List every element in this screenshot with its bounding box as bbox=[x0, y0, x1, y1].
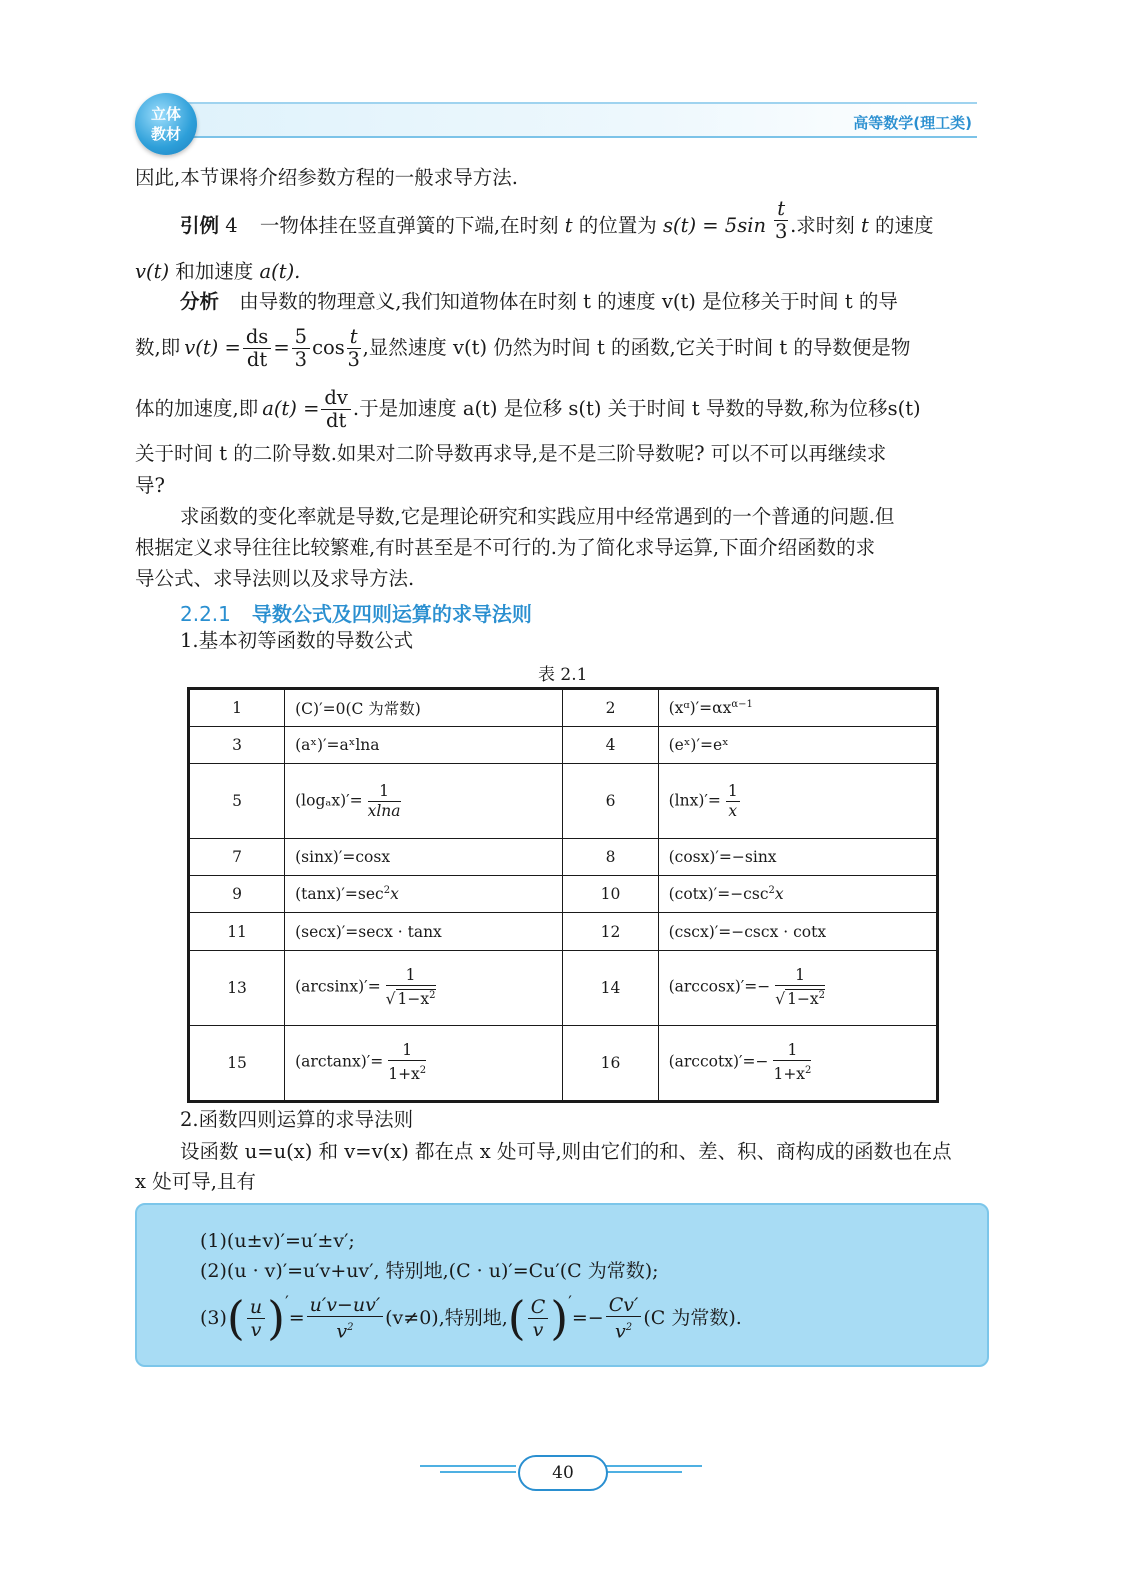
table-row bbox=[190, 876, 937, 913]
left-paren: ( bbox=[226, 1291, 245, 1345]
page-number: 40 bbox=[518, 1455, 608, 1491]
fraction-C-over-v bbox=[528, 1296, 549, 1341]
formula-exponent: α−1 bbox=[731, 698, 753, 710]
example-label: 引例 bbox=[180, 214, 220, 237]
derivative-table bbox=[187, 687, 939, 1103]
rule-1: (1)(u±v)′=u′±v′; bbox=[200, 1230, 355, 1252]
section-title: 导数公式及四则运算的求导法则 bbox=[251, 602, 532, 626]
table-cell-formula: (cosx)′=−sinx bbox=[658, 839, 936, 876]
analysis-text-3a: 体的加速度,即 bbox=[135, 397, 259, 420]
formula-var: x bbox=[774, 885, 784, 904]
frac-num: u′v−uv′ bbox=[307, 1294, 384, 1317]
table-cell-formula: (eˣ)′=eˣ bbox=[658, 727, 936, 764]
prime-mark: ′ bbox=[285, 1292, 289, 1311]
paragraph-2-line-2: 根据定义求导往往比较繁难,有时甚至是不可行的.为了简化求导运算,下面介绍函数的求 bbox=[135, 536, 876, 559]
velocity-def: v(t) = bbox=[184, 336, 241, 359]
table-cell-formula: (C)′=0(C 为常数) bbox=[285, 690, 563, 727]
table-cell-formula bbox=[658, 876, 936, 913]
running-title: 高等数学(理工类) bbox=[853, 114, 972, 132]
example-text-b: 的位置为 bbox=[578, 214, 657, 237]
analysis-line-5: 导? bbox=[135, 474, 165, 497]
table-cell-formula: (aˣ)′=aˣlna bbox=[285, 727, 563, 764]
footer-line-right-2 bbox=[606, 1471, 682, 1473]
table-cell-formula bbox=[285, 1025, 563, 1100]
table-cell-num: 9 bbox=[190, 876, 285, 913]
sqrt-radicand: $1-x^2$ bbox=[397, 990, 436, 1009]
rule-3-note: (C 为常数). bbox=[643, 1307, 742, 1329]
fraction-t-over-3-b bbox=[347, 326, 361, 371]
paragraph-3-line-2: x 处可导,且有 bbox=[135, 1170, 256, 1193]
table-cell-formula bbox=[285, 950, 563, 1025]
rule-2: (2)(u · v)′=u′v+uv′, 特别地,(C · u)′=Cu′(C 为常数); bbox=[200, 1260, 659, 1282]
frac-num: t bbox=[774, 198, 788, 221]
table-row bbox=[190, 727, 937, 764]
footer-line-right bbox=[606, 1465, 702, 1467]
prime-mark-2: ′ bbox=[568, 1292, 572, 1311]
formula-var: x bbox=[390, 885, 399, 904]
fraction-t-over-3 bbox=[774, 198, 788, 243]
table-cell-num: 7 bbox=[190, 839, 285, 876]
book-logo-text: 立体 教材 bbox=[150, 105, 181, 143]
frac-num: 1 bbox=[773, 1041, 811, 1061]
frac-den: 3 bbox=[347, 347, 360, 371]
table-cell-formula: (cscx)′=−cscx · cotx bbox=[658, 913, 936, 950]
frac-num: t bbox=[347, 326, 361, 349]
analysis-line-2: 数,即 v(t) = $\frac{ds}{dt}$ = $\frac{5}{3}$ cos $\frac{t}{3}$ ,显然速度 v(t) 仍然为时间 t 的函数,它关于时间 t 的导数便是物 bbox=[135, 324, 911, 371]
fraction-Cv bbox=[606, 1294, 642, 1342]
formula-text: (arctanx)′= bbox=[295, 1052, 384, 1071]
intro-line: 因此,本节课将介绍参数方程的一般求导方法. bbox=[135, 166, 518, 189]
sqrt-radicand: $1-x^2$ bbox=[787, 990, 826, 1009]
frac-num: 1 bbox=[775, 966, 825, 986]
table-cell-formula bbox=[658, 950, 936, 1025]
frac-den: dt bbox=[246, 347, 268, 371]
rule-3-text: (v≠0),特别地, bbox=[385, 1307, 508, 1329]
analysis-line-1 bbox=[180, 290, 898, 314]
formula-text: (cotx)′=−csc bbox=[668, 885, 769, 904]
right-paren: ) bbox=[267, 1291, 286, 1345]
frac-num: 1 bbox=[386, 966, 436, 986]
example-line-2 bbox=[135, 260, 300, 284]
formula-text: (logₐx)′= bbox=[295, 791, 363, 810]
fraction-quotient bbox=[307, 1294, 384, 1342]
table-cell-num: 2 bbox=[563, 690, 658, 727]
table-cell-formula bbox=[285, 876, 563, 913]
cos-text: cos bbox=[312, 336, 345, 359]
velocity-symbol: v(t) bbox=[135, 260, 170, 283]
subheading-1: 1.基本初等函数的导数公式 bbox=[180, 629, 414, 652]
frac-den: v bbox=[250, 1318, 262, 1341]
table-cell-num: 4 bbox=[563, 727, 658, 764]
table-cell-num: 12 bbox=[563, 913, 658, 950]
frac-den: $1+x^2$ bbox=[773, 1065, 812, 1084]
table-cell-formula bbox=[658, 764, 936, 839]
table-cell-formula: (secx)′=secx · tanx bbox=[285, 913, 563, 950]
table-row bbox=[190, 950, 937, 1025]
radicand-text: 1−x bbox=[787, 990, 819, 1009]
den-text: v bbox=[614, 1320, 626, 1343]
fraction-5-over-3 bbox=[292, 326, 310, 371]
formula-text: (arcsinx)′= bbox=[295, 977, 381, 996]
footer-line-left-2 bbox=[440, 1471, 516, 1473]
table-row bbox=[190, 690, 937, 727]
paragraph-2-line-3: 导公式、求导法则以及求导方法. bbox=[135, 567, 415, 590]
den-text: v bbox=[336, 1320, 348, 1343]
frac-den: $v^2$ bbox=[336, 1320, 354, 1343]
analysis-text-2a: 数,即 bbox=[135, 336, 181, 359]
den-text: 1+x bbox=[773, 1065, 806, 1084]
fraction-1-over-xlna bbox=[368, 782, 401, 821]
section-number: 2.2.1 bbox=[180, 602, 231, 626]
frac-num: ds bbox=[243, 326, 272, 349]
den-text: 1+x bbox=[388, 1065, 420, 1084]
paragraph-2-line-1: 求函数的变化率就是导数,它是理论研究和实践应用中经常遇到的一个普通的问题.但 bbox=[180, 505, 895, 528]
table-cell-num: 14 bbox=[563, 950, 658, 1025]
header-rule bbox=[140, 136, 977, 138]
frac-den: $1+x^2$ bbox=[388, 1065, 427, 1084]
formula-text: (arccosx)′=− bbox=[668, 977, 771, 996]
example-text-a: 一物体挂在竖直弹簧的下端,在时刻 bbox=[259, 214, 559, 237]
frac-num: u bbox=[247, 1296, 265, 1319]
frac-den: dt bbox=[326, 408, 347, 432]
fraction-arctan bbox=[388, 1041, 426, 1084]
table-row bbox=[190, 764, 937, 839]
table-row bbox=[190, 839, 937, 876]
table-caption: 表 2.1 bbox=[538, 665, 588, 685]
frac-num: dv bbox=[321, 387, 351, 410]
table-cell-num: 15 bbox=[190, 1025, 285, 1100]
table-row bbox=[190, 913, 937, 950]
table-cell-num: 16 bbox=[563, 1025, 658, 1100]
frac-den: 3 bbox=[774, 220, 788, 243]
subheading-2: 2.函数四则运算的求导法则 bbox=[180, 1108, 414, 1131]
frac-num: C bbox=[528, 1296, 549, 1319]
table-cell-num: 10 bbox=[563, 876, 658, 913]
fraction-arccot bbox=[773, 1041, 811, 1084]
frac-den: x bbox=[728, 801, 738, 820]
rule-3: (3) ( $\frac{u}{v}$ ) ′ = $\frac{u'v-uv'}{v^2}$ (v≠0),特别地, ( $\frac{C}{v}$ ) ′ =− $\frac{Cv'}{v^2}$ (C 为常数). bbox=[200, 1291, 742, 1345]
frac-den: √ $1-x^2$ bbox=[385, 990, 436, 1009]
table-cell-formula bbox=[285, 764, 563, 839]
table-cell-formula bbox=[658, 690, 936, 727]
fraction-u-over-v bbox=[247, 1296, 265, 1341]
frac-num: 1 bbox=[388, 1041, 426, 1061]
fraction-dv-dt bbox=[321, 387, 351, 432]
analysis-line-3 bbox=[135, 384, 921, 434]
radicand-text: 1−x bbox=[397, 990, 430, 1009]
frac-den: $v^2$ bbox=[614, 1320, 633, 1343]
example-line-1 bbox=[180, 197, 934, 243]
frac-den: xlna bbox=[367, 801, 401, 820]
example-text-e: 的速度 bbox=[875, 214, 934, 237]
table-cell-num: 11 bbox=[190, 913, 285, 950]
analysis-label: 分析 bbox=[180, 290, 220, 313]
frac-den: √ $1-x^2$ bbox=[775, 990, 826, 1009]
fraction-arccos bbox=[775, 966, 825, 1009]
analysis-line-4: 关于时间 t 的二阶导数.如果对二阶导数再求导,是不是三阶导数呢? 可以不可以再继续求 bbox=[135, 442, 887, 465]
table-cell-formula: (sinx)′=cosx bbox=[285, 839, 563, 876]
example-number: 4 bbox=[225, 214, 238, 237]
formula-text: (lnx)′= bbox=[668, 791, 721, 810]
paragraph-3-line-1: 设函数 u=u(x) 和 v=v(x) 都在点 x 处可导,则由它们的和、差、积、商构成的函数也在点 bbox=[180, 1140, 952, 1163]
formula-text: (xᵅ)′=αx bbox=[668, 699, 732, 718]
section-heading bbox=[180, 598, 532, 627]
table-cell-num: 1 bbox=[190, 690, 285, 727]
table-cell-num: 5 bbox=[190, 764, 285, 839]
analysis-text-2d: ,显然速度 v(t) 仍然为时间 t 的函数,它关于时间 t 的导数便是物 bbox=[362, 336, 911, 359]
frac-den: v bbox=[532, 1318, 544, 1341]
var-t: t bbox=[564, 214, 579, 237]
fraction-ds-dt bbox=[243, 326, 272, 371]
right-paren-2: ) bbox=[550, 1291, 569, 1345]
analysis-text-1: 由导数的物理意义,我们知道物体在时刻 t 的速度 v(t) 是位移关于时间 t 的导 bbox=[239, 290, 898, 313]
position-formula: s(t) = 5sin bbox=[663, 214, 767, 237]
fraction-arcsin bbox=[386, 966, 436, 1009]
table-cell-num: 3 bbox=[190, 727, 285, 764]
footer-line-left bbox=[420, 1465, 516, 1467]
frac-den: 3 bbox=[294, 347, 308, 371]
formula-text: (tanx)′=sec bbox=[295, 885, 384, 904]
table-cell-num: 6 bbox=[563, 764, 658, 839]
frac-num: 1 bbox=[368, 782, 401, 802]
frac-num: 5 bbox=[292, 326, 310, 349]
table-cell-formula bbox=[658, 1025, 936, 1100]
var-t-2: t bbox=[860, 214, 876, 237]
table-cell-num: 13 bbox=[190, 950, 285, 1025]
acceleration-symbol: a(t). bbox=[259, 260, 301, 283]
table-row bbox=[190, 1025, 937, 1100]
analysis-text-3c: .于是加速度 a(t) 是位移 s(t) 关于时间 t 导数的导数,称为位移s(t) bbox=[352, 397, 921, 420]
table-cell-num: 8 bbox=[563, 839, 658, 876]
example-text-f: 和加速度 bbox=[175, 260, 254, 283]
formula-text: (arccotx)′=− bbox=[668, 1052, 769, 1071]
example-text-d: .求时刻 bbox=[790, 214, 855, 237]
acceleration-def: a(t) = bbox=[262, 397, 320, 420]
formula-exponent: 2 bbox=[768, 885, 775, 897]
frac-num: Cv′ bbox=[606, 1294, 642, 1317]
rule-3-label: (3) bbox=[200, 1307, 227, 1329]
fraction-1-over-x bbox=[726, 782, 740, 821]
left-paren-2: ( bbox=[507, 1291, 526, 1345]
formula-exponent: 2 bbox=[383, 885, 391, 897]
frac-num: 1 bbox=[727, 781, 738, 800]
